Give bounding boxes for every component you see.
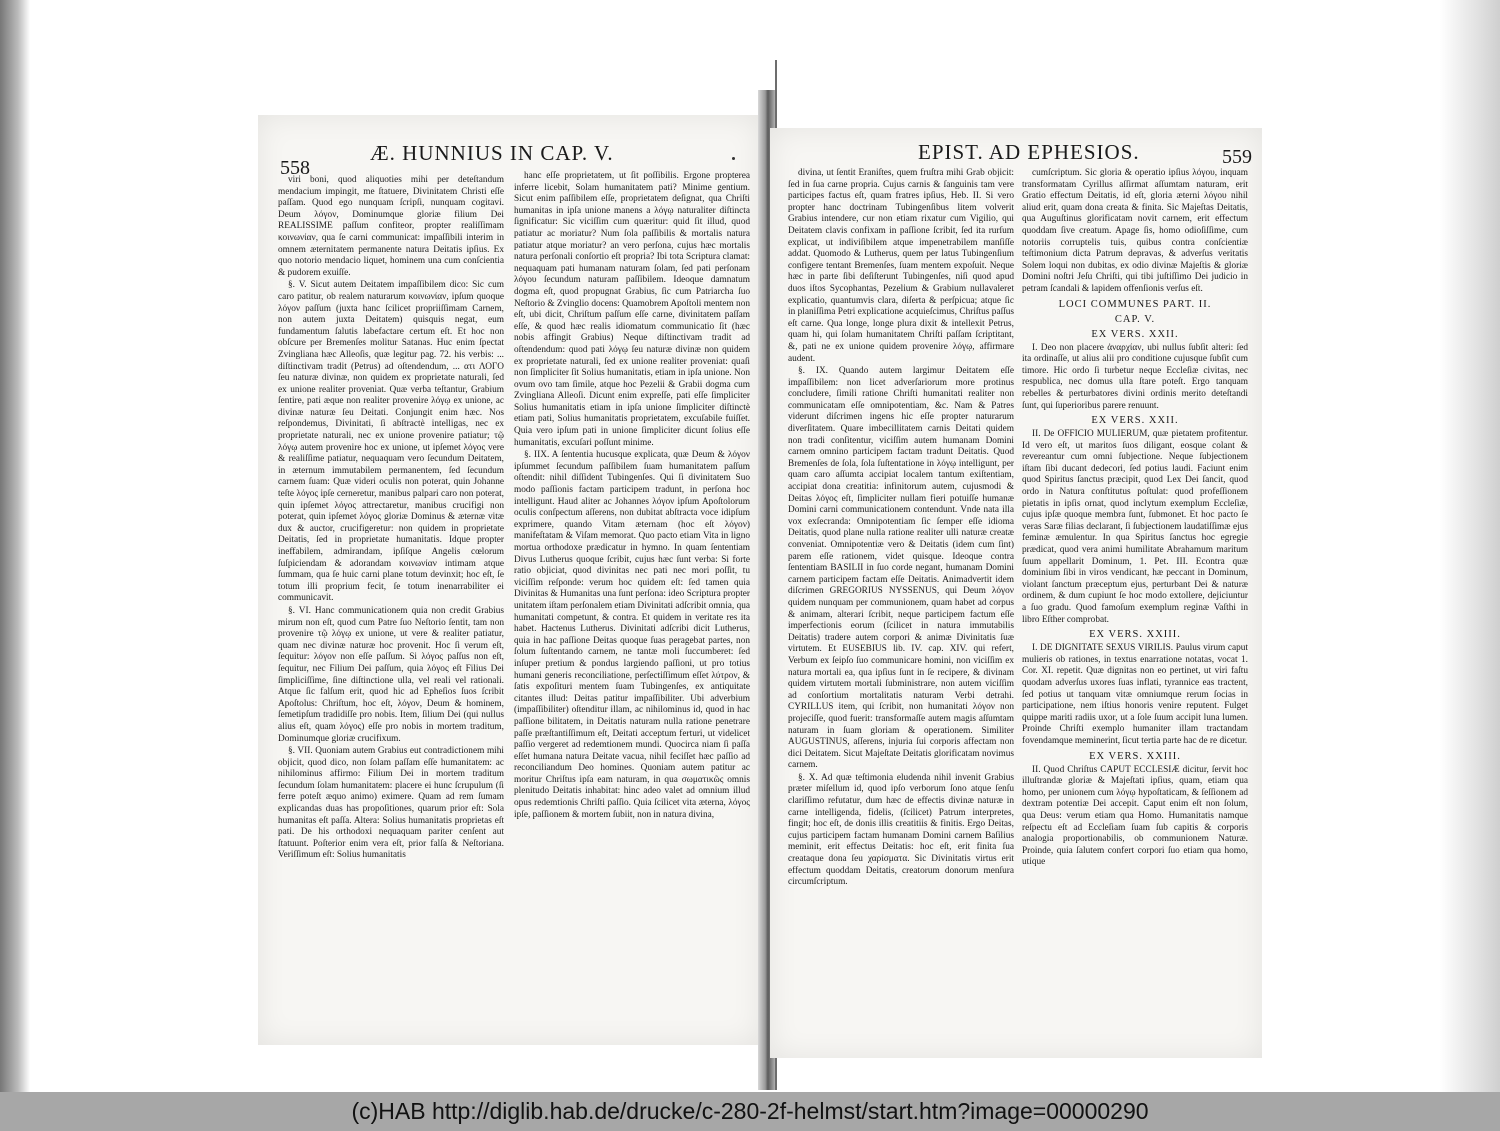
paragraph: §. IIX. A ſententia hucusque explicata, quæ Deum & λόγον ipſummet ſecundum paſſibilem ſuam humanitatem paſſum oſtendit: nihil diſſident Tubingenſes. Qui ſi divinitatem Suo modo paſſionis factam participem tradunt, in perſona hoc intelligunt. Haud aliter ac Johannes λόγον ipſum Apoſtolorum oculis conſpectum aſſerens, non dubitat abſtracta voce idipſum exprimere, quando Vitam æternam (hoc eſt λόγον) manifeſtatam & Viſam memorat. Quo pacto etiam Vita in ligno mortua orthodoxe prædicatur in hymno. In quam ſententiam Divus Lutherus quoque ſcribit, cujus hæc ſunt verba: Si forte ratio objiciat, quod divinitas nec pati nec mori poſſit, tu viciſſim reſponde: verum hoc quidem eſt: ſed tamen quia Divinitas & Humanitas una ſunt perſona: ideo Scriptura propter unitatem iſtam perſonalem etiam Divinitati adſcribit omnia, qua humanitati competunt, & contra. Et quidem in veritate res ita habet. Hactenus Lutherus. Divinitati adſcribi dicit Lutherus, quia in hac paſſione Deitas quoque ſuas peragebat partes, non ſolum ſuſtentando carnem, ne tantæ moli ſuccumberet: ſed inſuper pretium & pondus largiendo paſſioni, ut pro totius humani generis reconciliatione, perſectiſſimum eſſet λύτρον, & ſatis expoſituri mentem ſuam Tubingenſes, ex antiquitate citantes illud: Deitas patitur impaſſibiliter. Ubi adverbium (impaſſibiliter) oſtenditur illam, ac nihilominus id, quod in hac paſſione bilitatem, in Deitatis naturam nulla ratione penetrare paſſe præſtantiſſimum eſt, Deitati acceptum ferturi, ut videlicet paſſio vergeret ad redemtionem mundi. Quocirca niam ſi paſſa eſſet humana natura Deitate vacua, nihil feciſſet hæc paſſio ad reconciliandum Deo homines. Quoniam autem patitur ac moritur Chriſtus ipſa eam naturam, in qua σωματικῶς omnis plenitudo Deitatis inhabitat: hinc adeo valet ad omnium illud opus redemtionis Chriſti paſſio. Quia ſcilicet vita æterna, λόγος ipſe, paſſionem & mortem ſubiit, non in natura divina,	[514, 450, 750, 820]
section-title: LOCI COMMUNES PART. II.	[1058, 298, 1212, 310]
paragraph: II. De OFFICIO MULIERUM, quæ pietatem profitentur. Id vero eſt, ut maritos ſuos diligant, eosque colant & revereantur cum omni ſubjectione. Neque ſubjectionem iſtam ſibi ducant dedecori, ſed potius laudi. Faciunt enim quod Spiritus ſanctus præcipit, quod Lex Dei ſancit, quod ordo in Natura conſtitutus poſtulat: quod profeſſionem pietatis in ipſis ornat, quod inclytum exemplum Eccleſiæ, cujus ipſæ quoque membra ſunt, ſubmonet. Et hoc pacto ſe veras Saræ filias declarant, ſi ſubjectionem laudatiſſimæ ejus feminæ æmulentur. In qua Spiritus ſanctus hoc egregie prædicat, quod vera animi humilitate Abrahamum maritum ſuum appellarit Dominum, 1. Pet. III. Econtra quæ dominium ſibi in viros vendicant, hæ peccant in Dominum, violant ſanctum præceptum ejus, perturbant Dei & naturæ ordinem, & dum cupiunt ſe hoc modo extollere, dejiciuntur a ſuo gradu. Quod famoſum exemplum reginæ Vaſthi in libro Eſther comprobat.	[1022, 429, 1248, 625]
scan-left-edge	[0, 0, 30, 1092]
paragraph: II. Quod Chriſtus CAPUT ECCLESIÆ dicitur, ſervit hoc illuſtrandæ gloriæ & Majeſtati ipſius, quam, etiam qua homo, per unionem cum λόγῳ hypoſtaticam, & ſeſſionem ad dextram potentiæ Dei accepit. Caput enim eſt non ſolum, qua Deus: verum etiam qua Homo. Humanitatis namque reſpectu eſt ad Eccleſiam ſuam ſub capitis & corporis analogia proportionabilis, ob communionem Naturæ. Proinde, quia ſalutem confert corpori ſuo etiam qua homo, utique	[1022, 764, 1248, 868]
left-page-number: 558	[280, 157, 310, 179]
paragraph: §. IX. Quando autem largimur Deitatem eſſe impaſſibilem: non licet adverſariorum more protinus concludere, ſimili ratione Chriſti humanitati realiter non communicatam eſſe omnipotentiam, &c. Nam & Patres viderunt diſcrimen ingens hic eſſe propter naturarum diverſitatem. Quare imbecillitatem carnis Deitati quidem non tradi conſitentur, viciſſim autem humanam Domini carnem omnino participem factam tradunt Deitatis. Quod Bremenſes de ſola, ſola ſuſtentatione in λόγῳ intelligunt, per quam caro aſſumta accipiat localem tantum exiſtentiam, accipiat dona creatitia: infinitorum autem, cujusmodi & Deitas λόγος eſt, ſimpliciter nullam fieri potuiſſe humanæ Domini carni communicationem contendunt. Vnde nata illa vox exſecranda: Omnipotentiam ſic ſemper eſſe idioma Deitatis, quod plane nulla ratione realiter ulli naturæ creatæ conveniat. Omnipotentiæ vero & Deitatis (idem cum ſint) parem eſſe rationem, videt quisque. Ideoque contra ſententiam BASILII in ſuo corde negant, humanam Domini carnem participem factam eſſe Deitatis. Animadvertit idem diſcrimen GREGORIUS NYSSENUS, qui Deum λόγον quidem nunquam per communionem, quam habet ad corpus & animam, alterari ſcribit, neque participem factum eſſe imperfectionis eorum (ſcilicet in natura immutabilis Deitatis) tradere autem corpori & animæ Divinitatis ſuæ virtutem. Et EUSEBIUS lib. IV. cap. XIV. qui refert, Verbum ex ſeipſo ſuo communicare homini, non viciſſim ex natura mortali ea, qua ipſius ſunt in ſe recipere, & divinam quidem virtutem mortali ſubministrare, non autem viciſſim ad conſortium mortalitatis naturam Verbi detrahi. CYRILLUS item, qui ſcribit, non humanitati λόγον non projeciſſe, quod fuerit: transformaſſe autem magis aſſumtam naturam in ſuam gloriam & operationem. Similiter AUGUSTINUS, aſſerens, injuria ſui corporis affectam non dici Deitatem. Sicut Majeſtate Deitatis glorificatam novimus carnem.	[788, 366, 1014, 771]
right-running-head: EPIST. AD EPHESIOS.	[918, 140, 1140, 164]
paragraph: §. V. Sicut autem Deitatem impaſſibilem dico: Sic cum caro patitur, ob realem naturarum κοινωνίαν, ipſum quoque λόγον paſſum (juxta hanc ſcilicet propriiſſimam Carnem, non autem juxta Deitatem) quisquis negat, eum fundamentum ſalutis labefactare certum eſt. Et hoc non obſcure per Bremenſes molitur Satanas. Huc enim ſpectat Zvingliana hæc Alleoſis, quæ legitur pag. 72. his verbis: ... diſtinctivam tradit (Petrus) ad oſtendendum, ... ατι ΛΟΓΟ ſeu naturæ divinæ, non quidem ex proprietate naturali, ſed ex unione realiter proveniat. Quæ verba teſtantur, Grabium ſentire, pati æque non realiter provenire λόγῳ ex unione, ac divinæ naturæ ſeu Deitati. Conjungit enim hæc. Nos reſpondemus, Divinitati, ſi abſtractè intelligas, nec ex proprietate naturali, nec ex unione provenire patiatur; τῷ λόγῳ autem provenire hoc ex unione, ut ipſemet λόγος vere & realiſſime patiatur, nequaquam vero ſecundum Deitatem, in æternum immutabilem permanentem, ſed ſecundum carnem ſuam: Quæ videri oculis non poterat, quin Johanne teſte λόγος ipſe cerneretur, manibus palpari caro non poterat, quin ipſemet λόγος attrectaretur, manibus crucifigi non poterat, quin ipſemet λόγος gloriæ Dominus & æternæ vitæ dux & auctor, crucifigeretur: non quidem in proprietate Deitatis, ſed in proprietate humanitatis. Idque propter ineffabilem, admirandam, ipſiſque Angelis cœlorum ſuſpiciendam & adorandam κοινωνίαν intimam atque ſummam, qua ſe huic carni plane totum devinxit; hoc eſt, ſe totum illi proprium fecit, ſe totum inenarrabiliter ei communicavit.	[278, 280, 504, 604]
paragraph: divina, ut ſentit Eraniſtes, quem fruſtra mihi Grab objicit: ſed in ſua carne propria. Cujus carnis & ſanguinis tam vere participes factus eſt, quam fratres ipſius, Heb. II. Si vero propter hanc doctrinam Tubingenſibus litem volverit Grabius intendere, cur non etiam rixatur cum Vigilio, qui Deitatem clavis confixam in paſſione ſcribit, ſed ita rurſum explicat, ut indiviſibilem atque impenetrabilem manſiſſe addat. Quomodo & Lutherus, quem per latus Tubingenſium configere tentant Bremenſes, ſuam mentem expoſuit. Neque hæc in parte ſibi deſiſterunt Tubingenſes, niſi quod apud duos iſtos Sycophantas, Pezelium & Grabium nullavaleret explicatio, quantumvis clara, diſerta & perſpicua; atque ſic in planiſſima Petri explicatione acquieſcimus, Chriſtus paſſus eſt carne. Qua longe, longe plura dixit & intellexit Petrus, quam hi, qui ſolam humanitatem Chriſti paſſam ſcriptitant, &, pati ne ex unione quidem provenire λόγῳ, affirmare audent.	[788, 168, 1014, 364]
paragraph: cumſcriptum. Sic gloria & operatio ipſius λόγου, inquam transformatam Cyrillus aſſirmat aſſumtam naturam, erit Gratio effectum Deitatis, id eſt, gloria æterni λόγου nihil aliud erit, quam dona creata & finita. Sic Majeſtas Deitatis, qua Auguſtinus glorificatam novit carnem, erit effectum quoddam ſive creatum. Apage ſis, homo odioſiſſime, cum notoriis corruptelis tuis, quibus contra conſcientiæ teſtimonium dicta Patrum depravas, & adverſus veritatis Solem loqui non dubitas, ex odio divinæ Majeſtis & gloriæ Domini noſtri Jeſu Chriſti, qui tibi juſtiſſimo Dei judicio in petram ſcandali & lapidem offenſionis verſus eſt.	[1022, 168, 1248, 294]
paragraph: §. VII. Quoniam autem Grabius eut contradictionem mihi objicit, quod dico, non ſolam paſſam eſſe humanitatem: ac nihilominus affirmo: Filium Dei in mortem traditum ſecundum ſolam humanitatem: placere ei hunc ſcrupulum (ſi ferre poteſt æquo animo) eximere. Quam ad rem ſumam explicandas duas has propoſitiones, quarum prior eſt: Sola humanitas eſt paſſa. Altera: Solius humanitatis proprietas eſt pati. De his orthodoxi nequaquam pariter cenſent aut ſtatuunt. Poſterior enim vera eſt, prior falſa & Neſtoriana. Veriſſimum eſt: Solius humanitatis	[278, 746, 504, 861]
verse-heading: EX VERS. XXIII.	[1089, 629, 1181, 641]
verse-heading: EX VERS. XXII.	[1091, 415, 1179, 427]
chapter-heading: CAP. V.	[1114, 313, 1156, 325]
right-page-number: 559	[1222, 146, 1252, 168]
source-footer-bar	[0, 1092, 1500, 1131]
scan-right-edge	[1440, 0, 1500, 1092]
verse-heading: EX VERS. XXII.	[1091, 328, 1179, 340]
left-page	[258, 115, 760, 1045]
left-column-2	[514, 171, 750, 1035]
scan-speck	[732, 157, 735, 160]
paragraph: §. VI. Hanc communicationem quia non credit Grabius mirum non eſt, quod cum Patre ſuo Neſtorio ſentit, tam non provenire τῷ λόγῳ ex unione, ut vere & realiter patiatur, quam nec divinæ naturæ hoc provenit. Hoc ſi verum eſt, ſequitur: λόγον non eſſe paſſum. Si λόγος paſſus non eſt, ſequitur, nec Filium Dei paſſum, quia λόγος eſt Filius Dei ſimpliciſſime, ſine diſtinctione ulla, vel reali vel rationali. Atque ſic falſum erit, quod hic ad Epheſios ſuos ſcribit Apoſtolus: Chriſtum, hoc eſt, λόγον, Deum & hominem, ſemetipſum tradidiſſe pro nobis. Item, ſilium Dei (qui nullus alius eſt, quam λόγος) eſſe pro nobis in mortem traditum, Dominumque gloriæ crucifixum.	[278, 605, 504, 744]
verse-heading: EX VERS. XXIII.	[1089, 750, 1181, 762]
paragraph: I. DE DIGNITATE SEXUS VIRILIS. Paulus virum caput mulieris ob rationes, in textus enarratione notatas, vocat 1. Cor. XI. repetit. Quæ dignitas non eo pertinet, ut viri faſtu quodam adverſus uxores ſuas inflati, tyrannice eas tractent, ſed potius ut tanquam vitæ omniumque rerum ſocias in participatione, nem iſtius honoris venire reputent. Fulget quippe mariti radiis uxor, ut a ſole ſuum accipit luna lumen. Proinde Chriſti exemplo humaniter illam tractandam fovendamque meminerint, ſicut tertia parte hac de re dicetur.	[1022, 643, 1248, 746]
paragraph: I. Deo non placere ἀναρχίαν, ubi nullus ſubſit alteri: ſed ita ordinaſſe, ut alius alii pro conditione cujusque ſubſit cum timore. Hic ordo ſi turbetur neque Eccleſiæ civitas, nec respublica, nec domus ulla ſtare poteſt. Ergo tanquam rebelles & perturbatores divini ordinis merito deteſtandi ſunt, qui ſuperioribus parere renuunt.	[1022, 342, 1248, 411]
right-column-1	[788, 168, 1014, 1048]
source-url-text: (c)HAB http://diglib.hab.de/drucke/c-280-2f-helmst/start.htm?image=00000290	[351, 1098, 1149, 1124]
paragraph: §. X. Ad quæ teſtimonia eludenda nihil invenit Grabius præter miſellum id, quod ipſo verborum ſono atque ſenſu clariſſimo refutatur, dum hæc de effectis divinæ naturæ in carne intelligenda, fidelis, (ſcilicet) Patrum interpretes, fingit; hoc eſt, de donis illis creatitiis & finitis. Ergo Deitas, cujus participem factam humanam Domini carnem Baſilius meminit, erit effectus Deitatis: hoc eſt, erit finita ſua creataque dona ſeu χαρίσματα. Sic Divinitatis virtus erit effectum quoddam Deitatis, creatorum donorum menſura circumſcriptum.	[788, 772, 1014, 888]
paragraph: hanc eſſe proprietatem, ut ſit poſſibilis. Ergone propterea inferre licebit, Solam humanitatem pati? Minime gentium. Sicut enim paſſibilem eſſe, proprietatem deſignat, qua Chriſti humanitas in ipſa unione manens a λόγῳ naturaliter diſtincta ſignificatur: Sic viciſſim cum quæritur: quid ſit illud, quod patiatur ac moriatur? Num ſola paſſibilis & mortalis natura patiatur atque moriatur? an vero perſona, cujus hæc mortalis natura perſonali conſortio eſt propria? Ibi tota Scriptura clamat: nequaquam pati humanam naturam ſolam, ſed pati perſonam λόγου ſecundum naturam paſſibilem. Ideoque damnatum dogma eſt, quod propugnat Grabius, ſic cum Patriarcha ſuo Neſtorio & Zvinglio docens: Quamobrem Apoſtoli mentem non eſt, ubi dicit, Chriſtum paſſum eſſe carne, divinitatem paſſam eſſe, & quod hæc realis idiomatum communicatio ſit (hæc nobis affingit Grabius) Neque diſtinctivam tradit ad oſtendendum: quod pati λόγῳ ſeu naturæ divinæ non quidem ex proprietate naturali, ſed ex unione realiter proveniat: quaſi non ſimpliciter ſit Solius humanitatis, etiam in ipſa unione. Non ovum ovo tam ſimile, atque hoc Pezelii & Grabii dogma cum Zvingliana Alleoſi. Dicunt enim expreſſe, pati eſſe ſimpliciter Solius humanitatis etiam in ipſa unione ſimpliciter diſtinctè etiam pati, Solius humanitatis proprietatem, excuſabile fuiſſet. Quia vero ipſum pati in unione ſimpliciter dicunt ſolius eſſe humanitatis, excuſari poſſunt minime.	[514, 171, 750, 448]
left-running-head: Æ. HUNNIUS IN CAP. V.	[370, 141, 614, 165]
right-page	[770, 128, 1262, 1058]
right-column-2	[1022, 168, 1248, 1048]
paragraph: viri boni, quod aliquoties mihi per deteſtandum mendacium impingit, me ſtatuere, Divinitatem Christi eſſe paſſam. Quod ego nunquam ſcripſi, nunquam cogitavi. Deum λόγον, Dominumque gloriæ filium Dei REALISSIME paſſum confiteor, propter realiſſimam κοινωνίαν, qua ſe carni communicat: impaſſibili interim in omnem æternitatem permanente natura Deitatis ipſius. Ex quo notorio mendacio liquet, hominem una cum conſcientia & pudorem exuiſſe.	[278, 175, 504, 278]
left-column-1	[278, 175, 504, 1035]
